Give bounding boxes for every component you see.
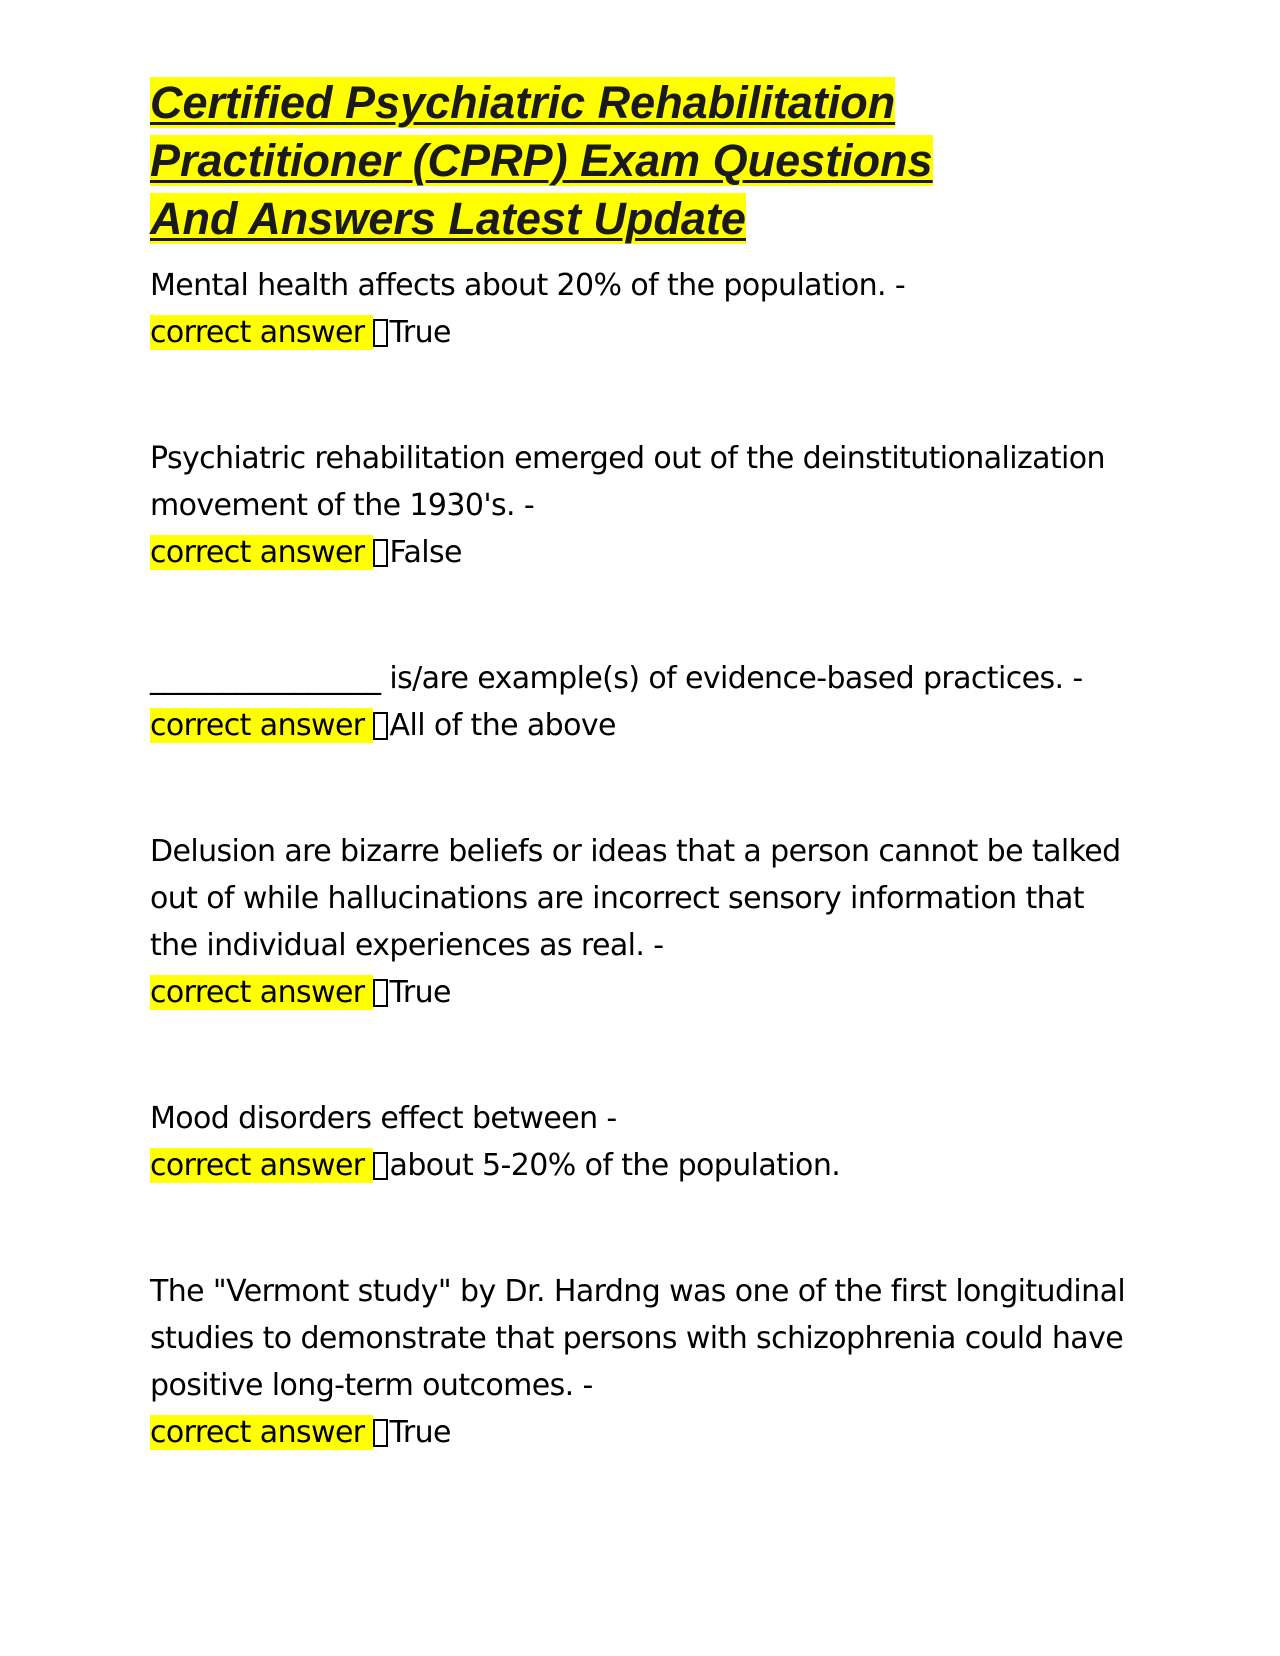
qa-item xyxy=(150,435,1150,576)
missing-glyph-box-icon xyxy=(373,712,388,740)
answer-label: correct answer xyxy=(150,708,373,743)
answer-line xyxy=(150,1409,1150,1456)
qa-item xyxy=(150,262,1150,356)
question-text: Mood disorders effect between - xyxy=(150,1101,617,1136)
qa-list xyxy=(150,262,1150,1456)
missing-glyph-box-icon xyxy=(373,539,388,567)
answer-line xyxy=(150,529,1150,576)
qa-item xyxy=(150,1095,1150,1189)
answer-text: All of the above xyxy=(389,708,616,743)
qa-item xyxy=(150,828,1150,1016)
answer-text: False xyxy=(389,535,462,570)
missing-glyph-box-icon xyxy=(373,1419,388,1447)
answer-label: correct answer xyxy=(150,975,373,1010)
question-text: Psychiatric rehabilitation emerged out of the deinstitutionalization movement of the 1930's. - xyxy=(150,441,1105,523)
title-line-3: And Answers Latest Update xyxy=(150,193,746,244)
answer-label: correct answer xyxy=(150,535,373,570)
answer-line xyxy=(150,969,1150,1016)
answer-line xyxy=(150,702,1150,749)
answer-text: True xyxy=(389,315,451,350)
missing-glyph-box-icon xyxy=(373,319,388,347)
question-text: Mental health affects about 20% of the population. - xyxy=(150,268,906,303)
question-text: ________________ is/are example(s) of evidence-based practices. - xyxy=(150,661,1083,696)
answer-line xyxy=(150,309,1150,356)
missing-glyph-box-icon xyxy=(373,979,388,1007)
answer-text: about 5-20% of the population. xyxy=(389,1148,841,1183)
document-title xyxy=(150,74,1150,248)
question-text: The "Vermont study" by Dr. Hardng was one of the first longitudinal studies to demonstrate that persons with schizophrenia could have positive long-term outcomes. - xyxy=(150,1274,1126,1403)
qa-item xyxy=(150,655,1150,749)
document-page xyxy=(150,74,1150,1456)
missing-glyph-box-icon xyxy=(373,1152,388,1180)
answer-label: correct answer xyxy=(150,1415,373,1450)
answer-text: True xyxy=(389,1415,451,1450)
question-text: Delusion are bizarre beliefs or ideas that a person cannot be talked out of while hallucinations are incorrect sensory information that the individual experiences as real. - xyxy=(150,834,1121,963)
title-line-2: Practitioner (CPRP) Exam Questions xyxy=(150,135,933,186)
answer-text: True xyxy=(389,975,451,1010)
qa-item xyxy=(150,1268,1150,1456)
answer-label: correct answer xyxy=(150,315,373,350)
answer-line xyxy=(150,1142,1150,1189)
answer-label: correct answer xyxy=(150,1148,373,1183)
title-line-1: Certified Psychiatric Rehabilitation xyxy=(150,77,896,128)
